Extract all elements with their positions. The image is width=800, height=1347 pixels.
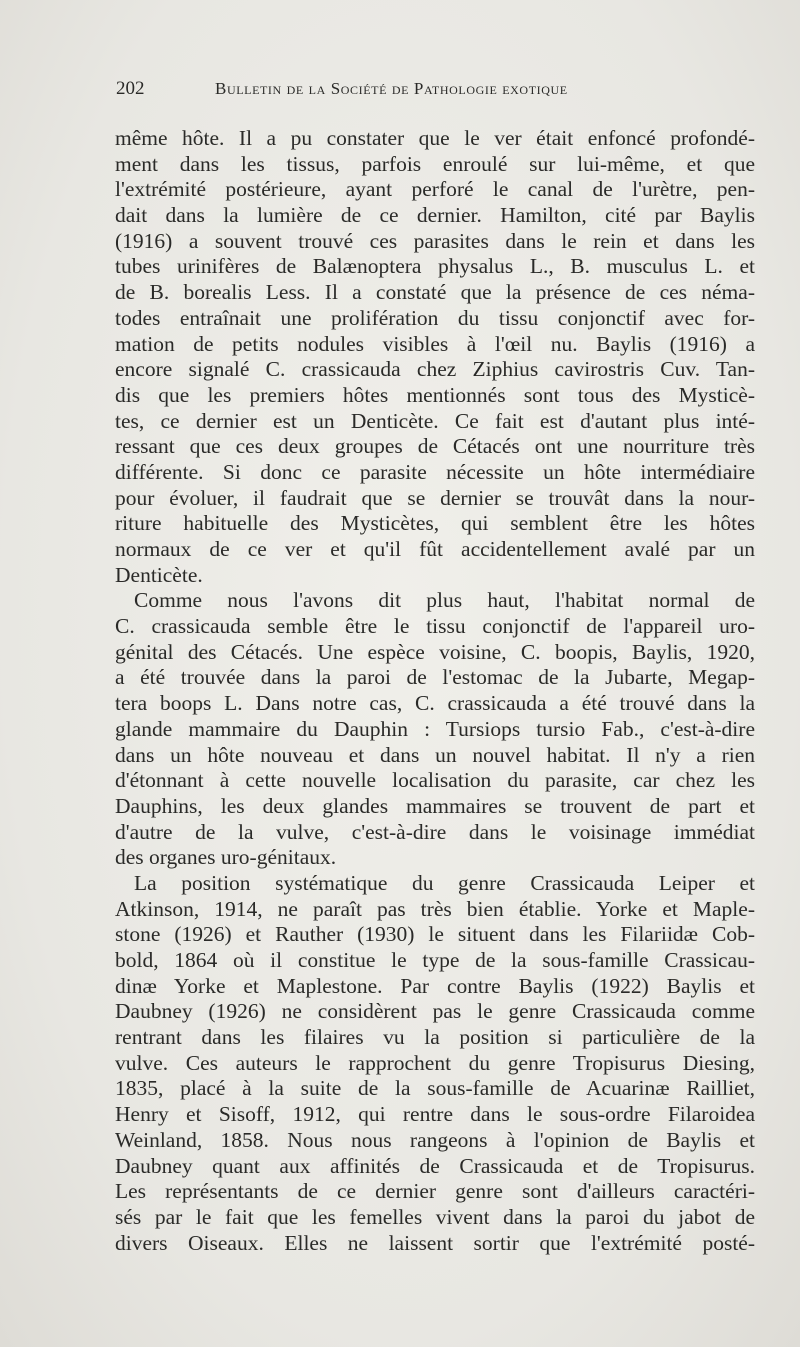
text-line: Daubney (1926) ne considèrent pas le genre Crassicauda comme — [115, 999, 755, 1024]
text-line: pour évoluer, il faudrait que se dernier se trouvât dans la nour- — [115, 485, 755, 510]
text-line: différente. Si donc ce parasite nécessite un hôte intermédiaire — [115, 459, 755, 484]
text-line: tera boops L. Dans notre cas, C. crassicauda a été trouvé dans la — [115, 691, 755, 716]
running-title: Bulletin de la Société de Pathologie exotique — [215, 79, 568, 98]
text-line: tes, ce dernier est un Denticète. Ce fait est d'autant plus inté- — [115, 408, 755, 433]
text-line: dait dans la lumière de ce dernier. Hamilton, cité par Baylis — [115, 203, 755, 228]
text-line: glande mammaire du Dauphin : Tursiops tursio Fab., c'est-à-dire — [115, 716, 755, 741]
page-header — [116, 78, 756, 104]
text-line: Henry et Sisoff, 1912, qui rentre dans le sous-ordre Filaroidea — [115, 1102, 755, 1127]
paragraph-1 — [115, 126, 755, 588]
text-line: rentrant dans les filaires vu la position si particulière de la — [115, 1025, 755, 1050]
text-line: Comme nous l'avons dit plus haut, l'habitat normal de — [134, 588, 755, 613]
text-line: stone (1926) et Rauther (1930) le situent dans les Filariidæ Cob- — [115, 922, 755, 947]
text-line: d'étonnant à cette nouvelle localisation du parasite, car chez les — [115, 768, 755, 793]
paragraph-3 — [115, 871, 755, 1256]
text-line: Daubney quant aux affinités de Crassicauda et de Tropisurus. — [115, 1153, 755, 1178]
page-number: 202 — [116, 78, 145, 99]
body-text — [115, 126, 755, 1256]
text-line: Weinland, 1858. Nous nous rangeons à l'opinion de Baylis et — [115, 1127, 755, 1152]
text-line: tubes urinifères de Balænoptera physalus L., B. musculus L. et — [115, 254, 755, 279]
text-line: ment dans les tissus, parfois enroulé sur lui-même, et que — [115, 151, 755, 176]
text-line: des organes uro-génitaux. — [115, 845, 337, 870]
text-line: dis que les premiers hôtes mentionnés sont tous des Mysticè- — [115, 382, 755, 407]
text-line: dans un hôte nouveau et dans un nouvel habitat. Il n'y a rien — [115, 742, 755, 767]
text-line: dinæ Yorke et Maplestone. Par contre Baylis (1922) Baylis et — [115, 973, 755, 998]
text-line: mation de petits nodules visibles à l'œil nu. Baylis (1916) a — [115, 331, 755, 356]
text-line: C. crassicauda semble être le tissu conjonctif de l'appareil uro- — [115, 614, 755, 639]
text-line: riture habituelle des Mysticètes, qui semblent être les hôtes — [115, 511, 755, 536]
text-line: La position systématique du genre Crassicauda Leiper et — [134, 870, 755, 895]
text-line: (1916) a souvent trouvé ces parasites dans le rein et dans les — [115, 228, 755, 253]
text-line: vulve. Ces auteurs le rapprochent du genre Tropisurus Diesing, — [115, 1050, 755, 1075]
text-line: 1835, placé à la suite de la sous-famille de Acuarinæ Railliet, — [115, 1076, 755, 1101]
text-line: Dauphins, les deux glandes mammaires se trouvent de part et — [115, 793, 755, 818]
text-line: ressant que ces deux groupes de Cétacés ont une nourriture très — [115, 434, 755, 459]
text-line: encore signalé C. crassicauda chez Ziphius cavirostris Cuv. Tan- — [115, 357, 755, 382]
text-line: même hôte. Il a pu constater que le ver était enfoncé profondé- — [115, 126, 755, 150]
text-line: divers Oiseaux. Elles ne laissent sortir que l'extrémité posté- — [115, 1230, 755, 1255]
text-line: l'extrémité postérieure, ayant perforé le canal de l'urètre, pen- — [115, 177, 755, 202]
text-line: de B. borealis Less. Il a constaté que la présence de ces néma- — [115, 280, 755, 305]
text-line: normaux de ce ver et qu'il fût accidentellement avalé par un — [115, 537, 755, 561]
text-line: a été trouvée dans la paroi de l'estomac de la Jubarte, Megap- — [115, 665, 755, 690]
text-line: sés par le fait que les femelles vivent dans la paroi du jabot de — [115, 1204, 755, 1229]
text-line: d'autre de la vulve, c'est-à-dire dans le voisinage immédiat — [115, 819, 755, 844]
text-line: Les représentants de ce dernier genre sont d'ailleurs caractéri- — [115, 1179, 755, 1204]
text-line: todes entraînait une prolifération du tissu conjonctif avec for- — [115, 305, 755, 330]
text-line: Denticète. — [115, 562, 203, 587]
text-line: bold, 1864 où il constitue le type de la sous-famille Crassicau- — [115, 948, 755, 972]
paragraph-2 — [115, 588, 755, 871]
text-line: Atkinson, 1914, ne paraît pas très bien établie. Yorke et Maple- — [115, 896, 755, 921]
text-line: génital des Cétacés. Une espèce voisine, C. boopis, Baylis, 1920, — [115, 639, 755, 664]
